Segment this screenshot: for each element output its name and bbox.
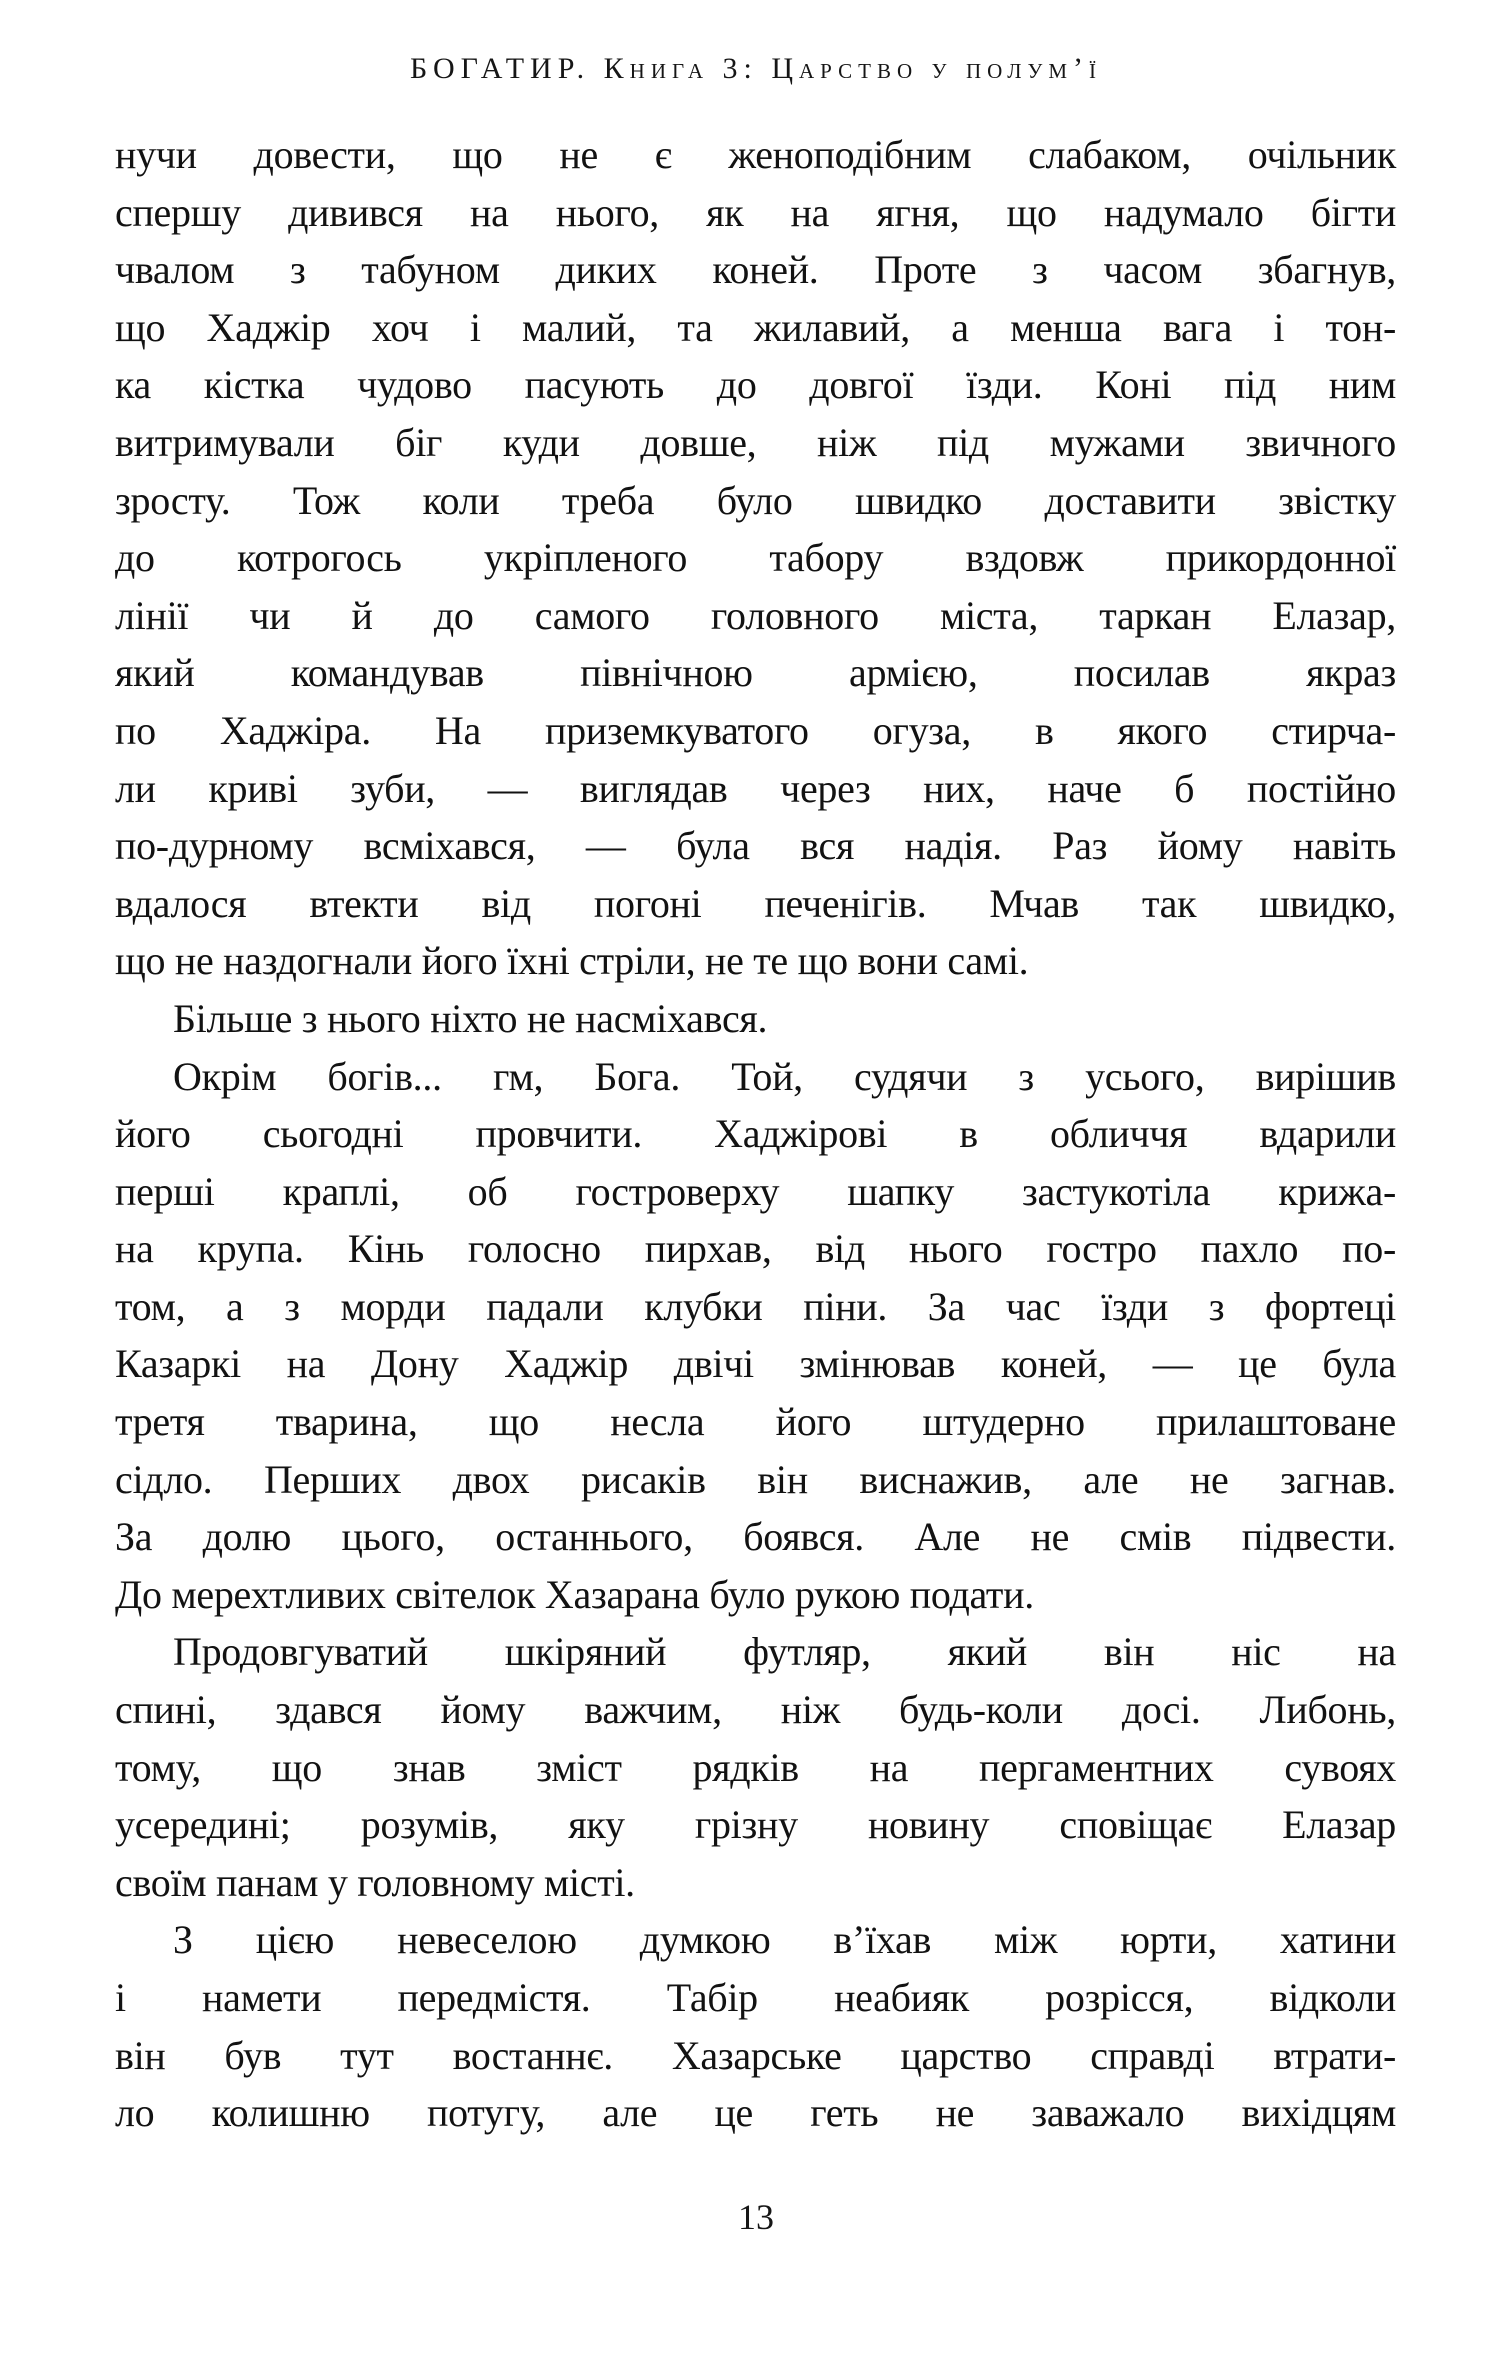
text-line: Продовгуватий шкіряний футляр, який він ніс на [173, 1629, 1396, 1675]
text-line: До мерехтливих світелок Хазарана було рукою подати. [115, 1571, 1034, 1617]
text-line: що Хаджір хоч і малий, та жилавий, а менша вага і тон- [115, 304, 1396, 350]
text-line: він був тут востаннє. Хазарське царство справді втрати- [115, 2032, 1396, 2078]
text-line: його сьогодні провчити. Хаджірові в обличчя вдарили [115, 1111, 1396, 1157]
paragraph [115, 1048, 1396, 1624]
body-text [115, 126, 1396, 2142]
text-line: Окрім богів... гм, Бога. Той, судячи з усього, вирішив [173, 1053, 1396, 1099]
text-line: З цією невеселою думкою в’їхав між юрти, хатини [173, 1917, 1396, 1963]
text-line: ка кістка чудово пасують до довгої їзди. Коні під ним [115, 362, 1396, 408]
paragraph [115, 126, 1396, 990]
paragraph [115, 1623, 1396, 1911]
text-line: вдалося втекти від погоні печенігів. Мчав так швидко, [115, 880, 1396, 926]
text-line: і намети передмістя. Табір неабияк розрісся, відколи [115, 1975, 1396, 2020]
text-line: За долю цього, останнього, боявся. Але не смів підвести. [115, 1514, 1396, 1560]
text-line: зросту. Тож коли треба було швидко доставити звістку [115, 477, 1396, 523]
text-line: усередині; розумів, яку грізну новину сповіщає Елазар [115, 1802, 1396, 1848]
text-line: Більше з нього ніхто не насміхався. [173, 995, 768, 1041]
text-line: витримували біг куди довше, ніж під мужами звичного [115, 419, 1396, 465]
text-line: третя тварина, що несла його штудерно прилаштоване [115, 1399, 1396, 1445]
text-line: перші краплі, об гостроверху шапку застукотіла крижа- [115, 1168, 1396, 1214]
page-number: 13 [738, 2197, 774, 2237]
text-line: лінії чи й до самого головного міста, таркан Елазар, [115, 592, 1396, 638]
text-line: до котрогось укріпленого табору вздовж прикордонної [115, 535, 1396, 581]
paragraph [115, 1911, 1396, 2141]
text-line: який командував північною армією, посилав якраз [115, 650, 1396, 696]
text-line: чвалом з табуном диких коней. Проте з часом збагнув, [115, 247, 1396, 293]
running-header: БОГАТИР. Книга 3: Царство у полум’ї [409, 52, 1103, 85]
text-line: по-дурному всміхався, — була вся надія. Раз йому навіть [115, 823, 1396, 869]
text-line: ли криві зуби, — виглядав через них, наче б постійно [115, 765, 1396, 811]
paragraph [115, 990, 1396, 1048]
text-line: нучи довести, що не є женоподібним слабаком, очільник [115, 132, 1396, 177]
text-line: що не наздогнали його їхні стріли, не те що вони самі. [115, 938, 1029, 984]
text-line: спині, здався йому важчим, ніж будь-коли досі. Либонь, [115, 1687, 1396, 1733]
text-line: Казаркі на Дону Хаджір двічі змінював коней, — це була [115, 1341, 1396, 1387]
text-line: ло колишню потугу, але це геть не заважало вихідцям [115, 2090, 1396, 2136]
text-line: по Хаджіра. На приземкуватого огуза, в якого стирча- [115, 707, 1396, 753]
text-line: на крупа. Кінь голосно пирхав, від нього гостро пахло по- [115, 1226, 1396, 1272]
text-line: своїм панам у головному місті. [115, 1859, 635, 1905]
text-line: спершу дивився на нього, як на ягня, що надумало бігти [115, 189, 1396, 235]
text-line: тому, що знав зміст рядків на пергаментних сувоях [115, 1744, 1396, 1790]
text-line: сідло. Перших двох рисаків він виснажив, але не загнав. [115, 1456, 1396, 1502]
text-line: том, а з морди падали клубки піни. За час їзди з фортеці [115, 1283, 1396, 1329]
